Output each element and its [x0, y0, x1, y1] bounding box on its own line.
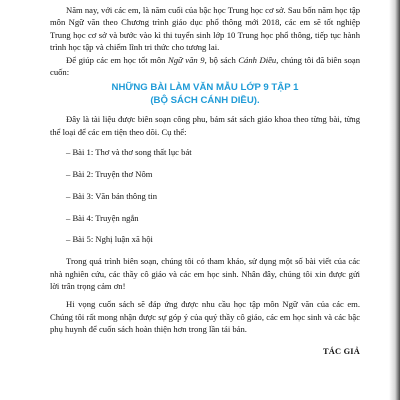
description-line-2: loại để các em tiện theo dõi. Cụ thể:: [62, 126, 187, 137]
book-title: [50, 81, 360, 107]
acknowledgement-line-3: cảm ơn!: [97, 281, 126, 292]
description-line-1: Đây là tài liệu được biên soạn công phu, bám sát sách giáo khoa theo từng bài, từng thể: [50, 114, 360, 137]
book-series: Cánh Diều: [238, 54, 277, 65]
intro-line-2: Ngữ văn theo Chương trình giáo dục phổ thông mới 2018, các em sẽ tốt nghiệp Trung học cơ: [50, 17, 360, 40]
intro-paragraph: [50, 4, 360, 54]
lesson-item-1: – Bài 1: Thơ và thơ song thất lục bát: [66, 147, 192, 158]
lesson-item-2: – Bài 2: Truyện thơ Nôm: [66, 169, 153, 180]
lesson-item-3: – Bài 3: Văn bản thông tin: [66, 190, 158, 201]
acknowledgement-line-2: nghiên cứu, các thầy cô giáo và các em học sinh. Nhân đây, chúng tôi xin được gửi lời trân trọng: [50, 268, 360, 292]
closing-line-2: rất mong nhận được sự góp ý của quý thầy cô giáo, các em học sinh và các bậc phụ huynh để: [50, 311, 361, 335]
intro-line-3: sở và bước vào kì thi tuyển sinh lớp 10 Trung học phổ thông, tiếp tục hành trình học tập và: [50, 29, 360, 53]
page-edge-shadow: [389, 0, 400, 400]
book-intro-prefix: Để giúp các em học tốt môn: [66, 54, 169, 65]
book-intro-suffix: , chúng tôi đã biên soạn cuốn:: [50, 54, 360, 78]
lesson-item-4: – Bài 4: Truyện ngắn: [66, 212, 139, 223]
lesson-list: [50, 146, 360, 246]
closing-line-3: cuốn sách hoàn thiện hơn trong lần tái bản.: [98, 324, 247, 335]
closing-paragraph: [50, 298, 360, 335]
author-signature: TÁC GIẢ: [323, 346, 360, 356]
description-paragraph: [50, 113, 360, 138]
book-intro-mid: , bộ sách: [204, 54, 239, 65]
book-title-line-1: NHỮNG BÀI LÀM VĂN MẪU LỚP 9 TẬP 1: [111, 82, 299, 94]
acknowledgement-line-1: Trong quá trình biên soạn, chúng tôi có tham khảo, sử dụng một số bài viết của các nhà: [50, 256, 360, 279]
intro-line-4: chiếm lĩnh tri thức cho tương lai.: [105, 42, 220, 53]
acknowledgement-paragraph: [50, 255, 360, 292]
closing-line-1: Hi vọng cuốn sách sẽ đáp ứng được nhu cầu học tập môn Ngữ văn của các em. Chúng tôi: [50, 299, 360, 322]
page-content: [50, 4, 360, 358]
intro-line-1: Năm nay, với các em, là năm cuối của bậc học Trung học cơ sở. Sau bốn năm học tập môn: [50, 5, 360, 28]
book-title-line-2: (BỘ SÁCH CÁNH DIỀU).: [150, 95, 260, 107]
lesson-item-5: – Bài 5: Nghị luận xã hội: [66, 234, 153, 245]
book-name: Ngữ văn 9: [168, 54, 205, 65]
book-intro-paragraph: [50, 54, 360, 79]
